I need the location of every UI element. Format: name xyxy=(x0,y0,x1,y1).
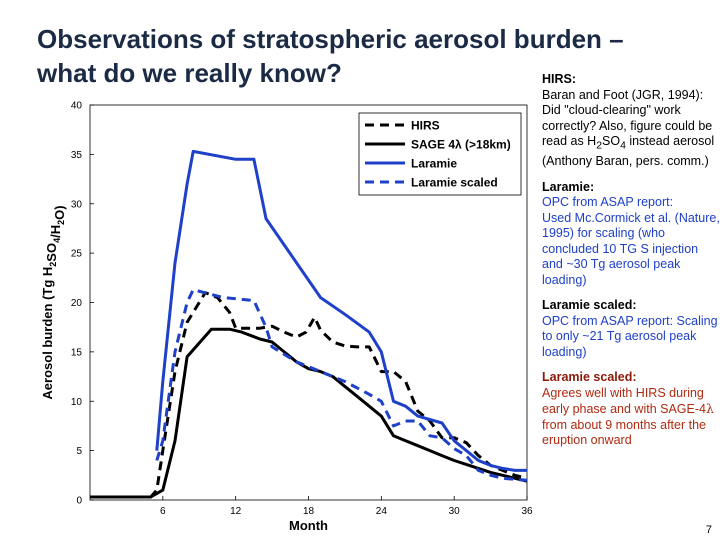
x-tick-label: 30 xyxy=(448,506,460,517)
note-hirs-text-end: instead aerosol (Anthony Baran, pers. comm.) xyxy=(542,134,715,168)
note-hirs-text: Baran and Foot (JGR, 1994): Did "cloud-clearing" work correctly? Also, figure could be read as H xyxy=(542,87,713,148)
subscript-4: 4 xyxy=(620,140,626,152)
x-tick-label: 6 xyxy=(160,506,166,517)
y-tick-label: 25 xyxy=(70,248,82,260)
note-hirs-heading: HIRS: xyxy=(542,72,577,86)
y-axis-title-part: O) xyxy=(52,205,67,220)
x-tick-label: 24 xyxy=(375,506,387,517)
legend xyxy=(359,113,521,195)
y-axis-title-part: SO xyxy=(44,242,59,262)
legend-label: HIRS xyxy=(411,118,440,133)
note-laramie-scaled-1-heading: Laramie scaled: xyxy=(542,298,637,312)
y-tick-label: 5 xyxy=(76,446,82,458)
page-number: 7 xyxy=(705,524,712,536)
aerosol-burden-chart xyxy=(30,90,535,535)
y-axis-title-subscript: 2 xyxy=(48,261,58,267)
title-line-2: what do we really know? xyxy=(37,58,342,88)
note-hirs-body xyxy=(542,88,720,170)
note-laramie-body: OPC from ASAP report: Used Mc.Cormick et al. (Nature, 1995) for scaling (who concluded 10 TG S injection and ~30 Tg aerosol peak loading) xyxy=(542,195,720,287)
note-hirs-formula: SO xyxy=(602,134,621,148)
note-hirs xyxy=(542,72,720,170)
y-tick-label: 20 xyxy=(70,298,82,309)
note-laramie-scaled-1-body: OPC from ASAP report: Scaling to only ~21 Tg aerosol peak loading) xyxy=(542,313,718,359)
title-line-1: Observations of stratospheric aerosol burden – xyxy=(37,24,624,54)
note-laramie-scaled-1 xyxy=(542,298,720,360)
notes-panel xyxy=(542,72,720,459)
x-axis-title: Month xyxy=(289,518,328,533)
y-axis-title-subscript: 2 xyxy=(56,219,66,225)
y-tick-label: 10 xyxy=(70,396,82,408)
y-tick-label: 35 xyxy=(70,149,82,161)
legend-label: Laramie scaled xyxy=(411,175,498,190)
x-tick-label: 18 xyxy=(302,506,315,517)
y-axis-title-subscript: 4 xyxy=(52,237,62,243)
y-axis-title xyxy=(40,205,67,399)
subscript-2: 2 xyxy=(596,140,602,152)
note-laramie-scaled-2 xyxy=(542,370,720,449)
y-axis-title-part: Aerosol burden (Tg H xyxy=(40,266,55,400)
y-tick-label: 15 xyxy=(70,347,82,359)
note-laramie-scaled-2-body xyxy=(542,386,720,449)
note-laramie-scaled-2-heading: Laramie scaled: xyxy=(542,370,637,384)
note-laramie-scaled-2-text-end: from about 9 months after the eruption onward xyxy=(542,417,706,447)
y-tick-label: 30 xyxy=(70,199,82,211)
x-tick-label: 36 xyxy=(521,506,533,517)
legend-label: Laramie xyxy=(411,156,458,171)
y-axis-title-part: /H xyxy=(48,224,63,238)
note-laramie-heading: Laramie: xyxy=(542,179,595,194)
legend-label: SAGE 4λ (>18km) xyxy=(411,137,511,152)
lambda-symbol: λ xyxy=(705,401,714,416)
x-tick-label: 12 xyxy=(230,506,242,517)
y-tick-label: 0 xyxy=(76,495,82,507)
note-laramie-scaled-2-text: Agrees well with HIRS during early phase and with SAGE-4 xyxy=(542,385,706,416)
y-tick-label: 40 xyxy=(70,100,82,112)
note-laramie xyxy=(542,180,720,289)
